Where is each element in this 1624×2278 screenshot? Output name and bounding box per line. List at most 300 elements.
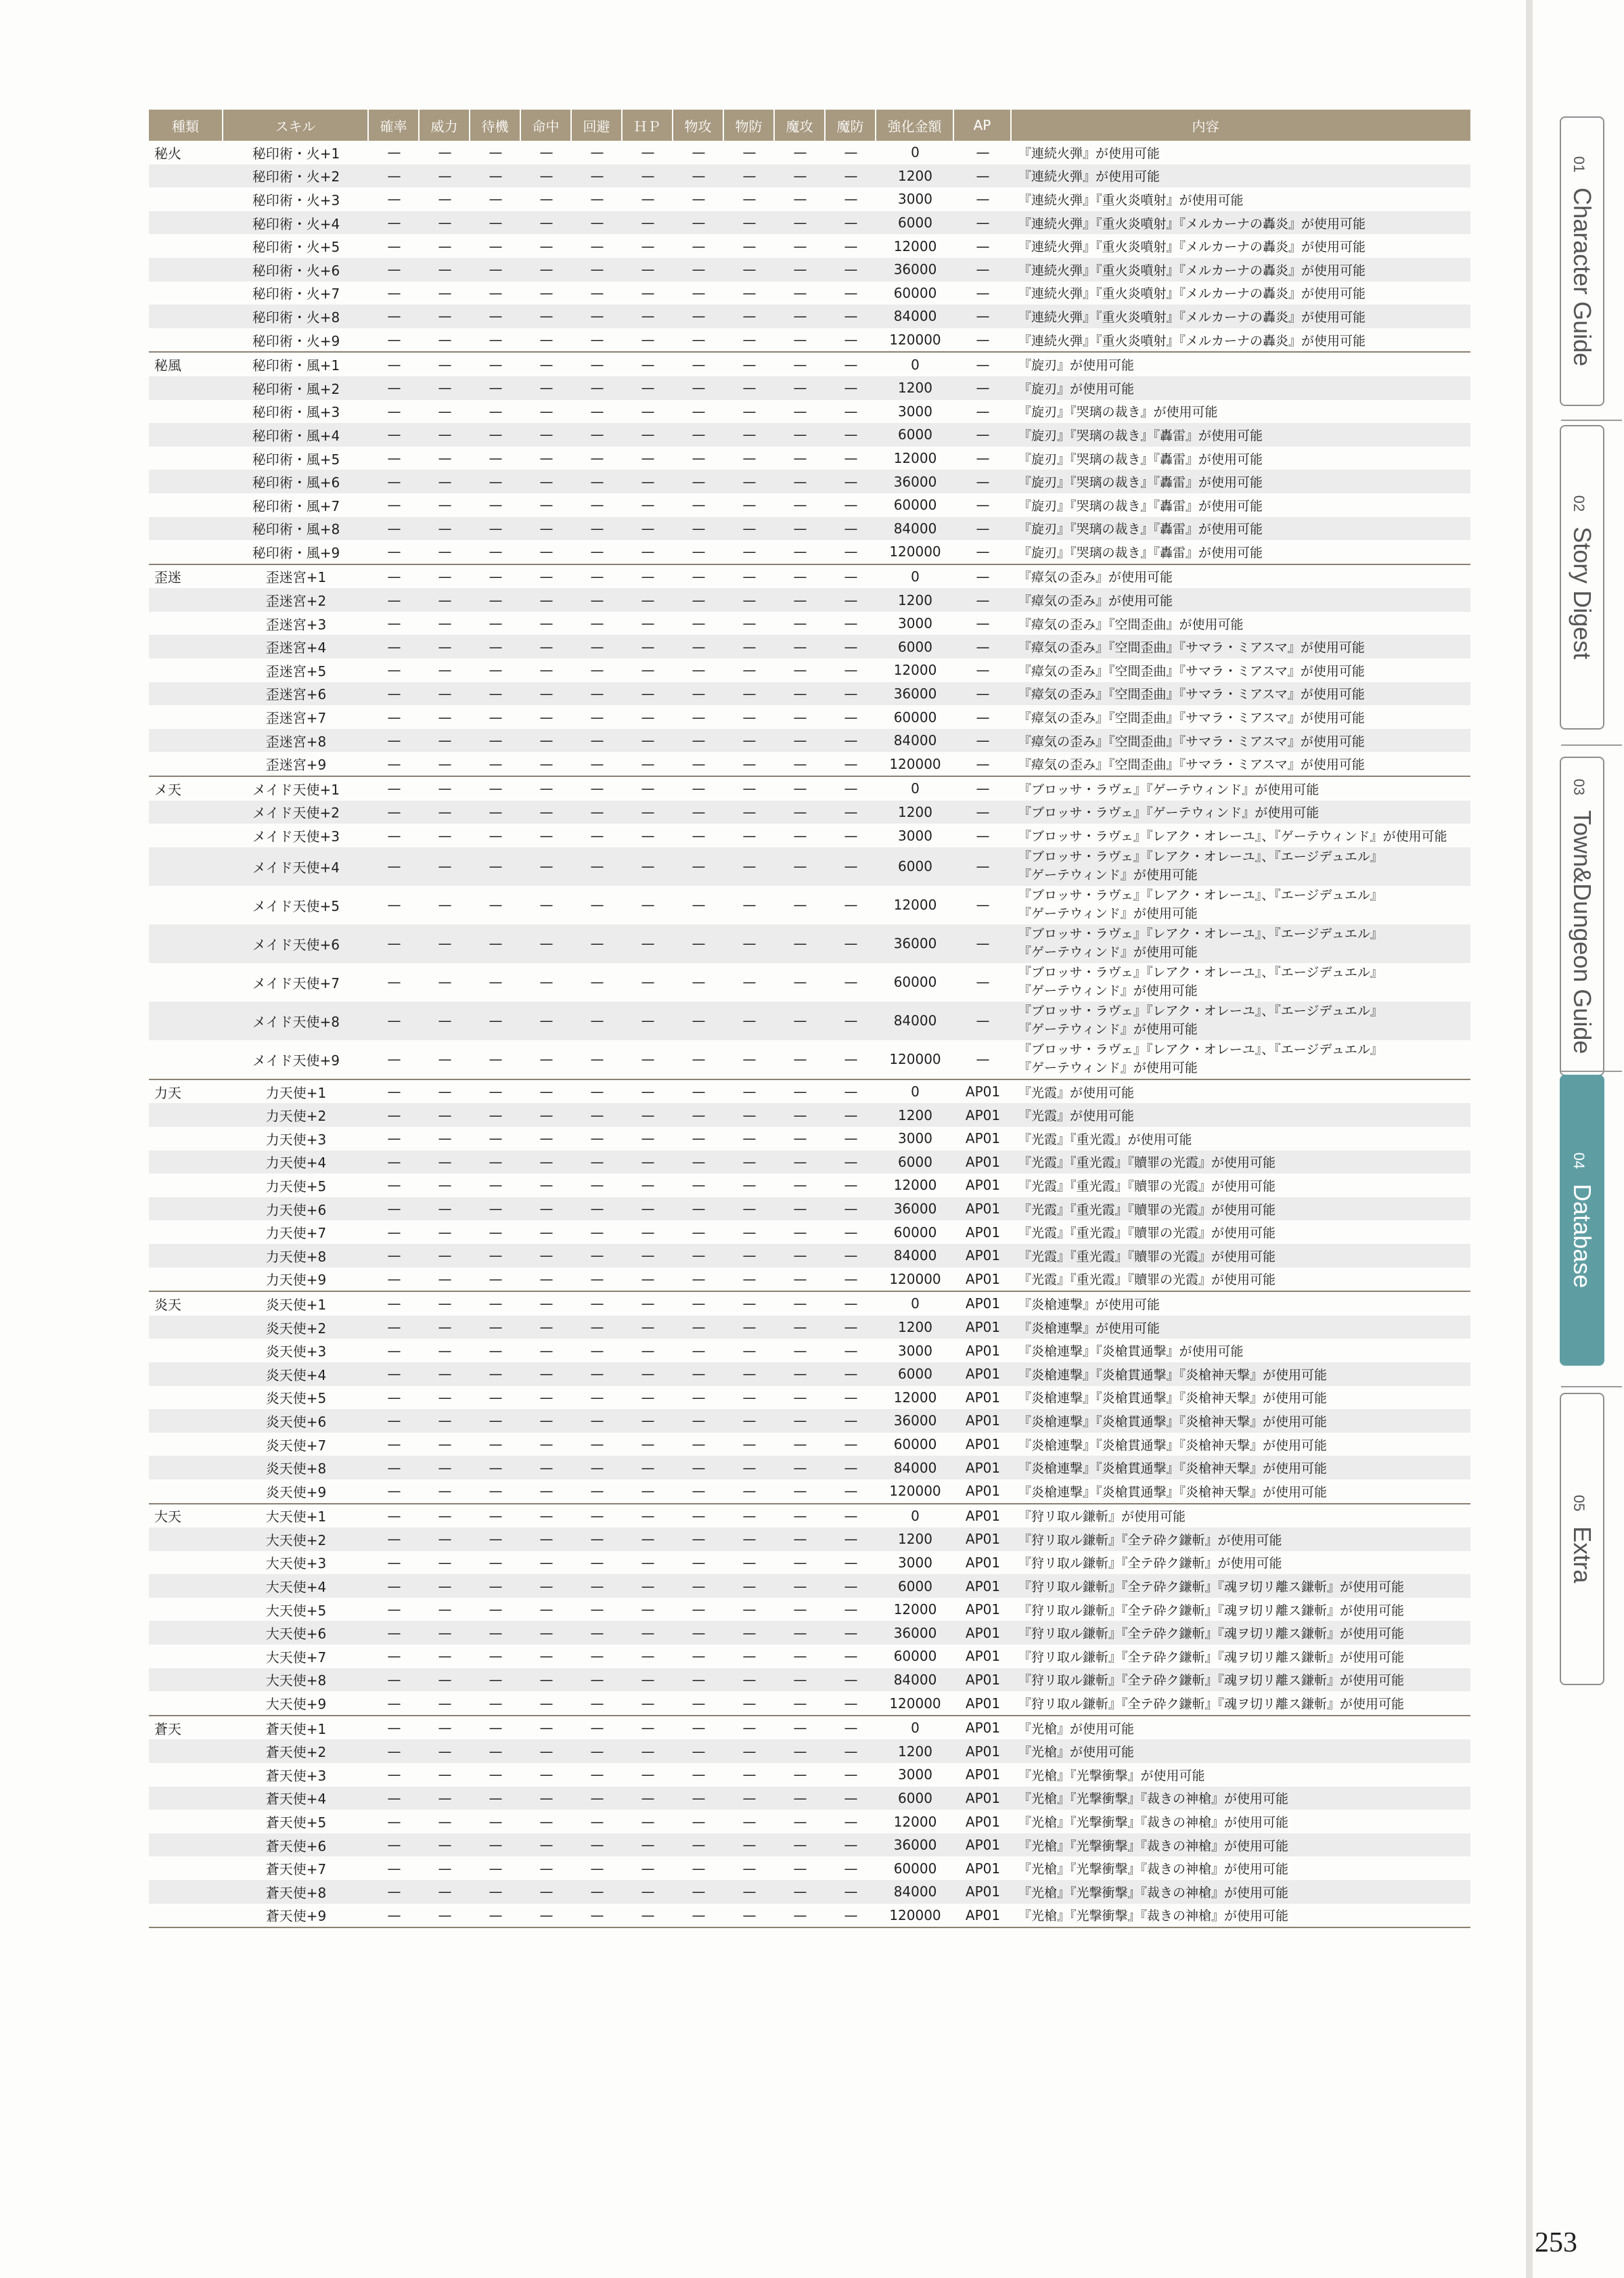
stat-cell: — — [539, 1695, 554, 1712]
stat-cell: — — [438, 568, 452, 585]
skill-cell: 秘印術・風+6 — [252, 474, 340, 491]
skill-cell: 力天使+3 — [265, 1131, 327, 1148]
stat-cell: — — [742, 215, 757, 231]
stat-cell: — — [438, 974, 452, 991]
stat-cell: — — [438, 1789, 452, 1806]
stat-cell: — — [489, 1624, 503, 1641]
ap-cell: — — [976, 284, 990, 301]
table-row — [149, 612, 1470, 635]
stat-cell: — — [539, 1837, 554, 1854]
stat-cell: — — [692, 1319, 706, 1336]
table-row — [149, 1456, 1470, 1479]
stat-cell: — — [793, 1224, 807, 1241]
stat-cell: — — [793, 520, 807, 537]
stat-cell: — — [438, 238, 452, 254]
stat-cell: — — [793, 1720, 807, 1737]
stat-cell: — — [641, 1648, 655, 1665]
tab-number: 03 — [1571, 778, 1587, 796]
cost-cell: 6000 — [898, 1366, 932, 1383]
stat-cell: — — [438, 1342, 452, 1359]
table-row — [149, 1739, 1470, 1763]
skill-group — [149, 1292, 1470, 1504]
stat-cell: — — [539, 974, 554, 991]
stat-cell: — — [539, 858, 554, 875]
cost-cell: 6000 — [898, 215, 932, 231]
skill-table — [149, 110, 1470, 1928]
cost-cell: 12000 — [893, 1389, 937, 1406]
stat-cell: — — [387, 1883, 401, 1900]
cost-cell: 36000 — [893, 685, 937, 702]
stat-cell: — — [742, 615, 757, 632]
stat-cell: — — [641, 1177, 655, 1194]
stat-cell: — — [844, 497, 858, 514]
content-cell: 『光霞』『重光霞』『贖罪の光霞』が使用可能 — [1018, 1249, 1276, 1264]
kind-cell — [149, 1002, 223, 1040]
stat-cell: — — [438, 1012, 452, 1029]
ap-cell: AP01 — [965, 1436, 1001, 1453]
stat-cell: — — [844, 1366, 858, 1383]
content-cell: 『光槍』『光撃衝撃』が使用可能 — [1018, 1768, 1205, 1783]
stat-cell: — — [539, 591, 554, 608]
stat-cell: — — [844, 308, 858, 325]
stat-cell: — — [539, 1177, 554, 1194]
stat-cell: — — [793, 615, 807, 632]
skill-cell: 炎天使+1 — [265, 1296, 327, 1313]
stat-cell: — — [438, 709, 452, 725]
table-row — [149, 1002, 1470, 1040]
stat-cell: — — [742, 1247, 757, 1264]
cost-cell: 0 — [911, 780, 920, 797]
content-cell: 『光霞』『重光霞』『贖罪の光霞』が使用可能 — [1018, 1272, 1276, 1288]
stat-cell: — — [742, 1671, 757, 1688]
stat-cell: — — [590, 568, 604, 585]
stat-cell: — — [742, 1224, 757, 1241]
stat-cell: — — [438, 497, 452, 514]
stat-cell: — — [844, 1601, 858, 1618]
stat-cell: — — [793, 191, 807, 208]
stat-cell: — — [438, 1084, 452, 1100]
table-row — [149, 1504, 1470, 1528]
stat-cell: — — [844, 1084, 858, 1100]
stat-cell: — — [539, 308, 554, 325]
cost-cell: 120000 — [889, 1270, 941, 1287]
kind-cell — [149, 635, 223, 658]
stat-cell: — — [387, 1720, 401, 1737]
stat-cell: — — [641, 167, 655, 184]
stat-cell: — — [387, 167, 401, 184]
stat-cell: — — [539, 1366, 554, 1383]
stat-cell: — — [387, 858, 401, 875]
stat-cell: — — [844, 1224, 858, 1241]
stat-cell: — — [844, 1554, 858, 1571]
stat-cell: — — [692, 1130, 706, 1147]
chapter-tab-01[interactable] — [1560, 116, 1604, 406]
stat-cell: — — [793, 1483, 807, 1500]
cost-cell: 1200 — [898, 1107, 932, 1123]
stat-cell: — — [590, 1412, 604, 1429]
stat-cell: — — [793, 638, 807, 655]
stat-cell: — — [793, 308, 807, 325]
ap-cell: — — [976, 191, 990, 208]
content-cell: 『連続火弾』『重火炎噴射』『メルカーナの轟炎』が使用可能 — [1018, 309, 1366, 325]
stat-cell: — — [844, 356, 858, 373]
stat-cell: — — [590, 1483, 604, 1500]
stat-cell: — — [793, 827, 807, 844]
content-cell: 『連続火弾』『重火炎噴射』『メルカーナの轟炎』が使用可能 — [1018, 240, 1366, 255]
ap-cell: AP01 — [965, 1459, 1001, 1476]
stat-cell: — — [742, 1389, 757, 1406]
stat-cell: — — [539, 935, 554, 952]
stat-cell: — — [641, 1743, 655, 1760]
content-cell: 『光槍』が使用可能 — [1018, 1721, 1135, 1737]
table-row — [149, 1362, 1470, 1386]
skill-cell: 秘印術・風+5 — [252, 451, 340, 468]
stat-cell: — — [489, 1270, 503, 1287]
stat-cell: — — [692, 450, 706, 467]
stat-cell: — — [844, 1436, 858, 1453]
stat-cell: — — [742, 1436, 757, 1453]
stat-cell: — — [539, 520, 554, 537]
stat-cell: — — [387, 732, 401, 749]
stat-cell: — — [489, 858, 503, 875]
skill-cell: 秘印術・風+7 — [252, 497, 340, 514]
stat-cell: — — [742, 167, 757, 184]
content-cell: 『光槍』が使用可能 — [1018, 1745, 1135, 1760]
stat-cell: — — [692, 284, 706, 301]
stat-cell: — — [539, 1883, 554, 1900]
stat-cell: — — [387, 591, 401, 608]
stat-cell: — — [489, 284, 503, 301]
stat-cell: — — [641, 238, 655, 254]
ap-cell: — — [976, 568, 990, 585]
stat-cell: — — [539, 1247, 554, 1264]
stat-cell: — — [489, 308, 503, 325]
table-row — [149, 493, 1470, 517]
stat-cell: — — [692, 1389, 706, 1406]
stat-cell: — — [844, 1295, 858, 1312]
stat-cell: — — [641, 1813, 655, 1830]
stat-cell: — — [489, 191, 503, 208]
stat-cell: — — [438, 450, 452, 467]
ap-cell: — — [976, 803, 990, 820]
stat-cell: — — [641, 935, 655, 952]
content-cell: 『連続火弾』『重火炎噴射』『メルカーナの轟炎』が使用可能 — [1018, 263, 1366, 278]
stat-cell: — — [590, 1720, 604, 1737]
kind-cell: 歪迷 — [154, 569, 181, 586]
stat-cell: — — [742, 1319, 757, 1336]
stat-cell: — — [539, 1483, 554, 1500]
kind-cell — [149, 824, 223, 847]
header-mag-def: 魔防 — [826, 110, 876, 141]
ap-cell: AP01 — [965, 1153, 1001, 1170]
stat-cell: — — [641, 380, 655, 397]
stat-cell: — — [539, 1389, 554, 1406]
stat-cell: — — [489, 1743, 503, 1760]
header-mag-atk: 魔攻 — [775, 110, 826, 141]
table-row — [149, 924, 1470, 963]
table-row — [149, 1691, 1470, 1715]
stat-cell: — — [742, 1531, 757, 1548]
stat-cell: — — [641, 1507, 655, 1524]
ap-cell: AP01 — [965, 1671, 1001, 1688]
kind-cell — [149, 540, 223, 564]
stat-cell: — — [438, 1366, 452, 1383]
content-cell: 『光槍』『光撃衝撃』『裁きの神槍』が使用可能 — [1018, 1791, 1289, 1807]
skill-cell: 炎天使+2 — [265, 1320, 327, 1337]
stat-cell: — — [539, 1084, 554, 1100]
stat-cell: — — [641, 858, 655, 875]
stat-cell: — — [387, 1295, 401, 1312]
table-row — [149, 1268, 1470, 1291]
ap-cell: AP01 — [965, 1270, 1001, 1287]
stat-cell: — — [742, 1507, 757, 1524]
table-row — [149, 400, 1470, 424]
table-row — [149, 282, 1470, 305]
stat-cell: — — [489, 473, 503, 490]
kind-cell — [149, 400, 223, 424]
ap-cell: AP01 — [965, 1789, 1001, 1806]
stat-cell: — — [844, 827, 858, 844]
cost-cell: 1200 — [898, 380, 932, 397]
stat-cell: — — [641, 1295, 655, 1312]
stat-cell: — — [438, 403, 452, 420]
stat-cell: — — [641, 827, 655, 844]
skill-cell: 歪迷宮+5 — [265, 663, 327, 679]
content-cell: 『旋刃』『哭璃の裁き』が使用可能 — [1018, 405, 1218, 420]
stat-cell: — — [742, 858, 757, 875]
stat-cell: — — [844, 520, 858, 537]
tab-number: 02 — [1571, 495, 1587, 512]
stat-cell: — — [793, 1671, 807, 1688]
skill-group — [149, 353, 1470, 564]
stat-cell: — — [489, 1483, 503, 1500]
content-cell: 『瘴気の歪み』が使用可能 — [1018, 570, 1173, 585]
stat-cell: — — [539, 1295, 554, 1312]
kind-cell — [149, 1409, 223, 1433]
cost-cell: 60000 — [893, 974, 937, 991]
ap-cell: AP01 — [965, 1224, 1001, 1241]
ap-cell: — — [976, 827, 990, 844]
cost-cell: 12000 — [893, 897, 937, 914]
stat-cell: — — [742, 403, 757, 420]
stat-cell: — — [387, 356, 401, 373]
table-row — [149, 1880, 1470, 1904]
stat-cell: — — [641, 1720, 655, 1737]
stat-cell: — — [844, 1177, 858, 1194]
content-cell: 『炎槍連撃』が使用可能 — [1018, 1297, 1160, 1312]
ap-cell: — — [976, 974, 990, 991]
stat-cell: — — [590, 1578, 604, 1594]
stat-cell: — — [590, 380, 604, 397]
stat-cell: — — [793, 1366, 807, 1383]
chapter-tab-04[interactable] — [1560, 1075, 1604, 1366]
stat-cell: — — [590, 497, 604, 514]
stat-cell: — — [793, 1319, 807, 1336]
stat-cell: — — [387, 543, 401, 560]
chapter-tab-03[interactable] — [1560, 757, 1604, 1076]
stat-cell: — — [844, 1813, 858, 1830]
table-row — [149, 1197, 1470, 1221]
stat-cell: — — [793, 1837, 807, 1854]
cost-cell: 120000 — [889, 1906, 941, 1923]
stat-cell: — — [742, 1578, 757, 1594]
stat-cell: — — [387, 1012, 401, 1029]
stat-cell: — — [844, 1012, 858, 1029]
stat-cell: — — [692, 1436, 706, 1453]
stat-cell: — — [489, 591, 503, 608]
stat-cell: — — [438, 1177, 452, 1194]
stat-cell: — — [438, 1671, 452, 1688]
stat-cell: — — [793, 426, 807, 443]
kind-cell — [149, 1362, 223, 1386]
stat-cell: — — [489, 403, 503, 420]
stat-cell: — — [692, 803, 706, 820]
table-row — [149, 141, 1470, 164]
ap-cell: AP01 — [965, 1412, 1001, 1429]
stat-cell: — — [641, 1366, 655, 1383]
header-accuracy: 命中 — [521, 110, 572, 141]
cost-cell: 3000 — [898, 827, 932, 844]
stat-cell: — — [489, 144, 503, 161]
stat-cell: — — [590, 356, 604, 373]
stat-cell: — — [692, 1153, 706, 1170]
chapter-tab-02[interactable] — [1560, 425, 1604, 730]
table-row — [149, 447, 1470, 470]
chapter-tab-05[interactable] — [1560, 1393, 1604, 1685]
content-cell: 『光霞』が使用可能 — [1018, 1085, 1135, 1100]
content-cell: 『連続火弾』『重火炎噴射』『メルカーナの轟炎』が使用可能 — [1018, 216, 1366, 231]
stat-cell: — — [692, 1412, 706, 1429]
stat-cell: — — [590, 615, 604, 632]
skill-cell: 炎天使+3 — [265, 1343, 327, 1360]
stat-cell: — — [641, 897, 655, 914]
stat-cell: — — [742, 780, 757, 797]
cost-cell: 36000 — [893, 261, 937, 278]
skill-cell: 秘印術・風+2 — [252, 380, 340, 397]
cost-cell: 3000 — [898, 1342, 932, 1359]
stat-cell: — — [387, 709, 401, 725]
stat-cell: — — [387, 473, 401, 490]
skill-cell: 力天使+5 — [265, 1178, 327, 1194]
stat-cell: — — [590, 591, 604, 608]
stat-cell: — — [692, 426, 706, 443]
stat-cell: — — [539, 1507, 554, 1524]
stat-cell: — — [844, 1459, 858, 1476]
kind-cell — [149, 1268, 223, 1291]
stat-cell: — — [387, 1813, 401, 1830]
stat-cell: — — [692, 1789, 706, 1806]
table-row — [149, 423, 1470, 447]
stat-cell: — — [438, 1389, 452, 1406]
stat-cell: — — [590, 238, 604, 254]
page-number: 253 — [1535, 2227, 1577, 2258]
stat-cell: — — [641, 709, 655, 725]
stat-cell: — — [489, 638, 503, 655]
content-cell: 『ブロッサ・ラヴェ』『レアク・オレーユ』、『ゲーテウィンド』が使用可能 — [1018, 829, 1447, 845]
stat-cell: — — [387, 615, 401, 632]
ap-cell: — — [976, 732, 990, 749]
skill-cell: 蒼天使+7 — [265, 1861, 327, 1878]
stat-cell: — — [692, 238, 706, 254]
stat-cell: — — [590, 144, 604, 161]
stat-cell: — — [489, 1412, 503, 1429]
stat-cell: — — [742, 709, 757, 725]
skill-cell: 歪迷宮+7 — [265, 710, 327, 727]
stat-cell: — — [844, 1051, 858, 1068]
stat-cell: — — [692, 1224, 706, 1241]
table-row — [149, 1621, 1470, 1645]
kind-cell: 蒼天 — [154, 1720, 181, 1737]
stat-cell: — — [387, 1177, 401, 1194]
table-row — [149, 1787, 1470, 1810]
stat-cell: — — [692, 1107, 706, 1123]
stat-cell: — — [489, 380, 503, 397]
cost-cell: 12000 — [893, 238, 937, 254]
stat-cell: — — [590, 1554, 604, 1571]
skill-cell: 秘印術・火+4 — [252, 215, 340, 232]
stat-cell: — — [844, 238, 858, 254]
stat-cell: — — [793, 543, 807, 560]
content-cell: 『旋刃』『哭璃の裁き』『轟雷』が使用可能 — [1018, 475, 1263, 491]
stat-cell: — — [742, 662, 757, 679]
header-phys-atk: 物攻 — [673, 110, 724, 141]
skill-cell: 秘印術・風+9 — [252, 544, 340, 561]
stat-cell: — — [539, 1671, 554, 1688]
content-cell: 『旋刃』『哭璃の裁き』『轟雷』が使用可能 — [1018, 428, 1263, 443]
header-content: 内容 — [1192, 118, 1219, 135]
stat-cell: — — [692, 1883, 706, 1900]
content-cell: 『光霞』『重光霞』『贖罪の光霞』が使用可能 — [1018, 1178, 1276, 1194]
ap-cell: AP01 — [965, 1695, 1001, 1712]
stat-cell: — — [590, 1695, 604, 1712]
stat-cell: — — [438, 1412, 452, 1429]
stat-cell: — — [387, 1483, 401, 1500]
kind-cell — [149, 328, 223, 352]
stat-cell: — — [692, 403, 706, 420]
stat-cell: — — [539, 215, 554, 231]
stat-cell: — — [438, 935, 452, 952]
stat-cell: — — [489, 1295, 503, 1312]
stat-cell: — — [793, 1247, 807, 1264]
content-cell: 『ブロッサ・ラヴェ』『レアク・オレーユ』、『エージデュエル』『ゲーテウィンド』が使用可能 — [1018, 926, 1383, 960]
stat-cell: — — [692, 615, 706, 632]
stat-cell: — — [844, 685, 858, 702]
skill-cell: 蒼天使+4 — [265, 1791, 327, 1808]
stat-cell: — — [641, 332, 655, 349]
cost-cell: 120000 — [889, 1051, 941, 1068]
skill-cell: 蒼天使+9 — [265, 1908, 327, 1925]
stat-cell: — — [692, 543, 706, 560]
stat-cell: — — [641, 1624, 655, 1641]
cost-cell: 60000 — [893, 1436, 937, 1453]
stat-cell: — — [793, 1177, 807, 1194]
stat-cell: — — [539, 1107, 554, 1123]
stat-cell: — — [844, 403, 858, 420]
stat-cell: — — [489, 1860, 503, 1877]
kind-cell — [149, 1621, 223, 1645]
cost-cell: 1200 — [898, 591, 932, 608]
stat-cell: — — [489, 1906, 503, 1923]
skill-cell: 歪迷宮+8 — [265, 733, 327, 750]
kind-cell — [149, 164, 223, 188]
skill-cell: 力天使+7 — [265, 1225, 327, 1242]
stat-cell: — — [793, 1883, 807, 1900]
ap-cell: — — [976, 215, 990, 231]
kind-cell — [149, 1103, 223, 1127]
tab-title: Extra — [1569, 1526, 1596, 1584]
content-cell: 『狩リ取ル鎌斬』『全テ砕ク鎌斬』『魂ヲ切リ離ス鎌斬』が使用可能 — [1018, 1626, 1405, 1642]
stat-cell: — — [489, 238, 503, 254]
